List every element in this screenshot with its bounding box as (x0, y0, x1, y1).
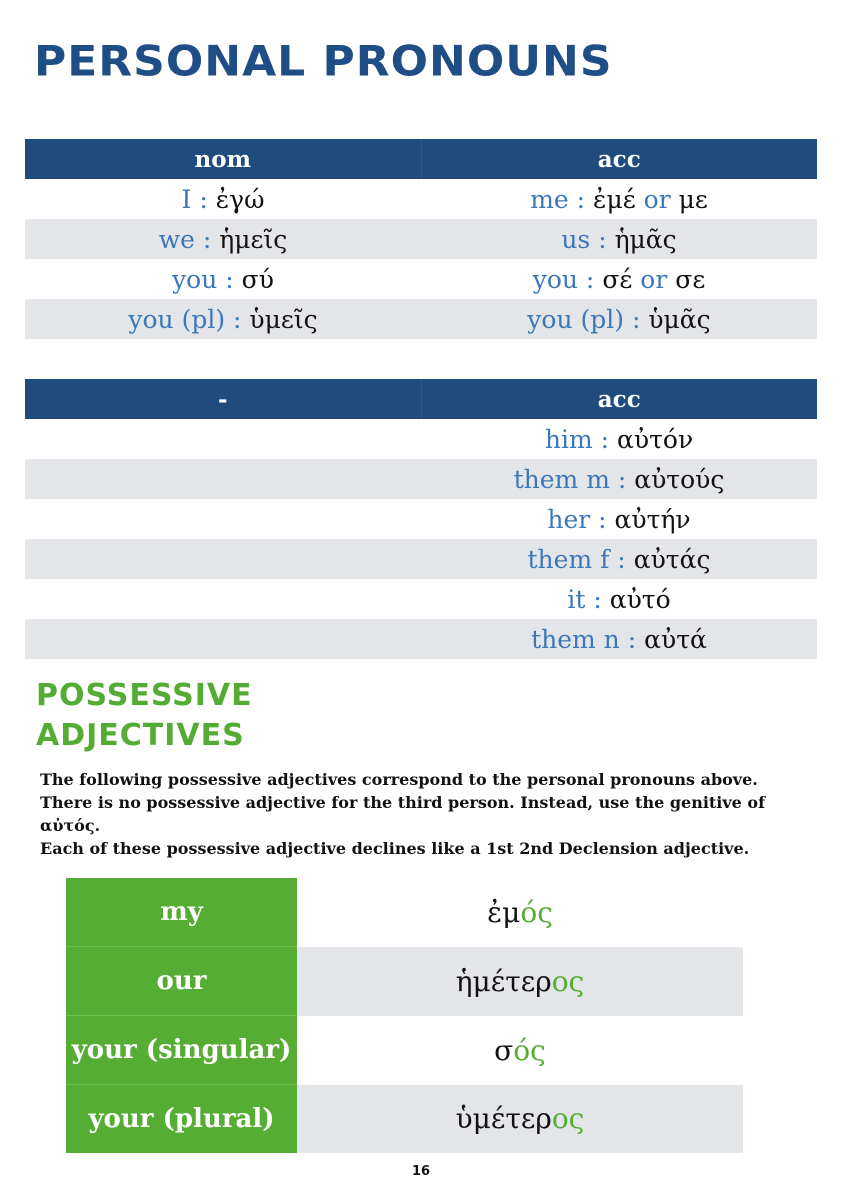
nom-cell (25, 219, 421, 259)
english-label: you : (532, 264, 595, 294)
table-row (25, 459, 817, 499)
section-heading (36, 676, 253, 756)
acc-cell (421, 299, 817, 339)
nom-cell (25, 299, 421, 339)
greek-form: αὐτήν (614, 504, 691, 534)
adjective-ending: ος (551, 1102, 585, 1136)
acc-cell (421, 499, 817, 539)
greek-form: ἡμεῖς (219, 224, 288, 254)
greek-form: αὐτούς (634, 464, 725, 494)
intro-paragraph: The following possessive adjectives correspond to the personal pronouns above. There is no possessive adjective for the third person. Instead, use the genitive of αὐτός. (40, 770, 765, 835)
header-acc: acc (421, 379, 817, 419)
table-row (25, 499, 817, 539)
acc-cell (421, 179, 817, 219)
english-label: we : (158, 224, 212, 254)
english-label: you : (172, 264, 234, 294)
possessive-adjectives-table (66, 878, 743, 1153)
greek-form: ἐγώ (215, 184, 265, 214)
adjective-stem: ὑμέτερ (455, 1102, 552, 1136)
table-row (66, 1085, 743, 1154)
adjective-stem: ἐμ (487, 895, 521, 929)
empty-cell (25, 579, 421, 619)
table-row (66, 878, 743, 947)
greek-adjective (297, 1016, 743, 1085)
table-row (66, 947, 743, 1016)
table-row (25, 619, 817, 659)
acc-cell (421, 619, 817, 659)
greek-form: σέ (602, 264, 633, 294)
acc-cell (421, 259, 817, 299)
empty-cell (25, 539, 421, 579)
acc-cell (421, 219, 817, 259)
table-row (25, 419, 817, 459)
adjective-ending: ος (551, 964, 585, 998)
page-number: 16 (411, 1164, 431, 1179)
page-title: PERSONAL PRONOUNS (34, 37, 613, 86)
english-label: it : (567, 584, 602, 614)
table-row (25, 259, 817, 299)
greek-adjective (297, 878, 743, 947)
table-row (25, 299, 817, 339)
nom-cell (25, 259, 421, 299)
adjective-ending: ός (513, 1033, 546, 1067)
english-label: your (singular) (66, 1016, 297, 1085)
english-label: us : (561, 224, 607, 254)
english-label: her : (547, 504, 607, 534)
greek-form: αὐτάς (633, 544, 711, 574)
table-row (25, 179, 817, 219)
table-row (25, 579, 817, 619)
greek-form: αὐτό (609, 584, 671, 614)
english-label: them m : (513, 464, 627, 494)
greek-alt-form: με (678, 184, 708, 214)
header-nom: nom (25, 139, 421, 179)
header-acc: acc (421, 139, 817, 179)
table-header-row (25, 139, 817, 179)
english-label: them n : (531, 624, 637, 654)
greek-form: σύ (241, 264, 274, 294)
english-label: me : (530, 184, 586, 214)
greek-adjective (297, 947, 743, 1016)
greek-form: αὐτόν (616, 424, 694, 454)
adjective-stem: σ (494, 1033, 514, 1067)
acc-cell (421, 539, 817, 579)
table-row (66, 1016, 743, 1085)
english-label: I : (181, 184, 208, 214)
greek-adjective (297, 1085, 743, 1154)
english-label: you (pl) : (128, 304, 242, 334)
greek-form: αὐτά (644, 624, 707, 654)
adjective-ending: ός (520, 895, 553, 929)
or-connector: or (643, 184, 671, 214)
third-person-pronouns-table (25, 379, 817, 659)
acc-cell (421, 579, 817, 619)
greek-alt-form: σε (675, 264, 706, 294)
empty-cell (25, 459, 421, 499)
empty-cell (25, 419, 421, 459)
header-empty: - (25, 379, 421, 419)
acc-cell (421, 419, 817, 459)
english-label: your (plural) (66, 1085, 297, 1154)
declension-note: Each of these possessive adjective declines like a 1st 2nd Declension adjective. (40, 839, 750, 858)
english-label: our (66, 947, 297, 1016)
english-label: them f : (527, 544, 626, 574)
english-label: my (66, 878, 297, 947)
or-connector: or (640, 264, 668, 294)
section-heading-line1: POSSESSIVE (36, 678, 253, 713)
personal-pronouns-table (25, 139, 817, 339)
table-row (25, 219, 817, 259)
section-heading-line2: ADJECTIVES (36, 718, 245, 753)
table-row (25, 539, 817, 579)
table-header-row (25, 379, 817, 419)
empty-cell (25, 619, 421, 659)
english-label: him : (544, 424, 610, 454)
greek-form: ἡμᾶς (614, 224, 677, 254)
english-label: you (pl) : (527, 304, 641, 334)
greek-form: ὑμᾶς (648, 304, 711, 334)
acc-cell (421, 459, 817, 499)
empty-cell (25, 499, 421, 539)
nom-cell (25, 179, 421, 219)
greek-form: ἐμέ (593, 184, 636, 214)
adjective-stem: ἡμέτερ (455, 964, 552, 998)
greek-form: ὑμεῖς (249, 304, 318, 334)
